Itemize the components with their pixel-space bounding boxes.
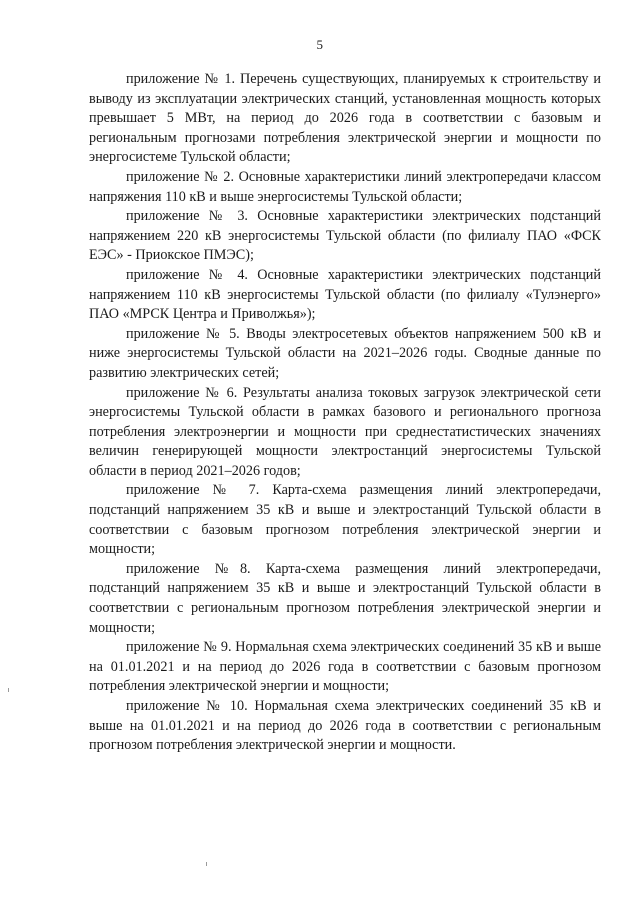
scan-speck-mark	[206, 862, 207, 866]
appendix-2-paragraph: приложение № 2. Основные характеристики линий электропередачи классом напряжения 110 кВ и выше энергосистемы Тульской области;	[89, 168, 601, 205]
appendix-9-paragraph: приложение № 9. Нормальная схема электрических соединений 35 кВ и выше на 01.01.2021 и на период до 2026 года в соответствии с базовым прогнозом потребления электрической энергии и мощности;	[89, 639, 601, 695]
scan-speck-mark	[8, 688, 9, 692]
appendix-7-paragraph: приложение № 7. Карта-схема размещения линий электропередачи, подстанций напряжением 35 кВ и выше и электростанций Тульской области в соответствии с базовым прогнозом потребления электрической энергии и мощности;	[89, 482, 601, 558]
appendix-10-paragraph: приложение № 10. Нормальная схема электрических соединений 35 кВ и выше на 01.01.2021 и на период до 2026 года в соответствии с региональным прогнозом потребления электрической энергии и мощности.	[89, 698, 601, 754]
appendix-1-paragraph: приложение № 1. Перечень существующих, планируемых к строительству и выводу из эксплуатации электрических станций, установленная мощность которых превышает 5 МВт, на период до 2026 года в соответствии с базовым и региональным прогнозами потребления электрической энергии и мощности по энергосистеме Тульской области;	[89, 71, 601, 166]
appendix-8-paragraph: приложение №8. Карта-схема размещения линий электропередачи, подстанций напряжением 35 кВ и выше и электростанций Тульской области в соответствии с региональным прогнозом потребления электрической энергии и мощности;	[89, 560, 601, 636]
appendix-4-paragraph: приложение № 4. Основные характеристики электрических подстанций напряжением 110 кВ энергосистемы Тульской области (по филиалу «Тулэнерго» ПАО «МРСК Центра и Приволжья»);	[89, 266, 601, 323]
appendix-3-paragraph: приложение № 3. Основные характеристики электрических подстанций напряжением 220 кВ энергосистемы Тульской области (по филиалу ПАО «ФСК ЕЭС» - Приокское ПМЭС);	[89, 208, 601, 264]
appendix-5-paragraph: приложение № 5. Вводы электросетевых объектов напряжением 500 кВ и ниже энергосистемы Тульской области на 2021–2026 годы. Сводные данные по развитию электрических сетей;	[89, 325, 601, 381]
appendix-6-paragraph: приложение № 6. Результаты анализа токовых загрузок электрической сети энергосистемы Тульской области в рамках базового и регионального прогноза потребления электроэнергии и мощности при среднестатистических значениях величин генерирующей мощности электростанций энергосистемы Тульской области в период 2021–2026 годов;	[89, 384, 601, 479]
document-body	[89, 70, 601, 756]
page-number: 5	[316, 37, 324, 52]
